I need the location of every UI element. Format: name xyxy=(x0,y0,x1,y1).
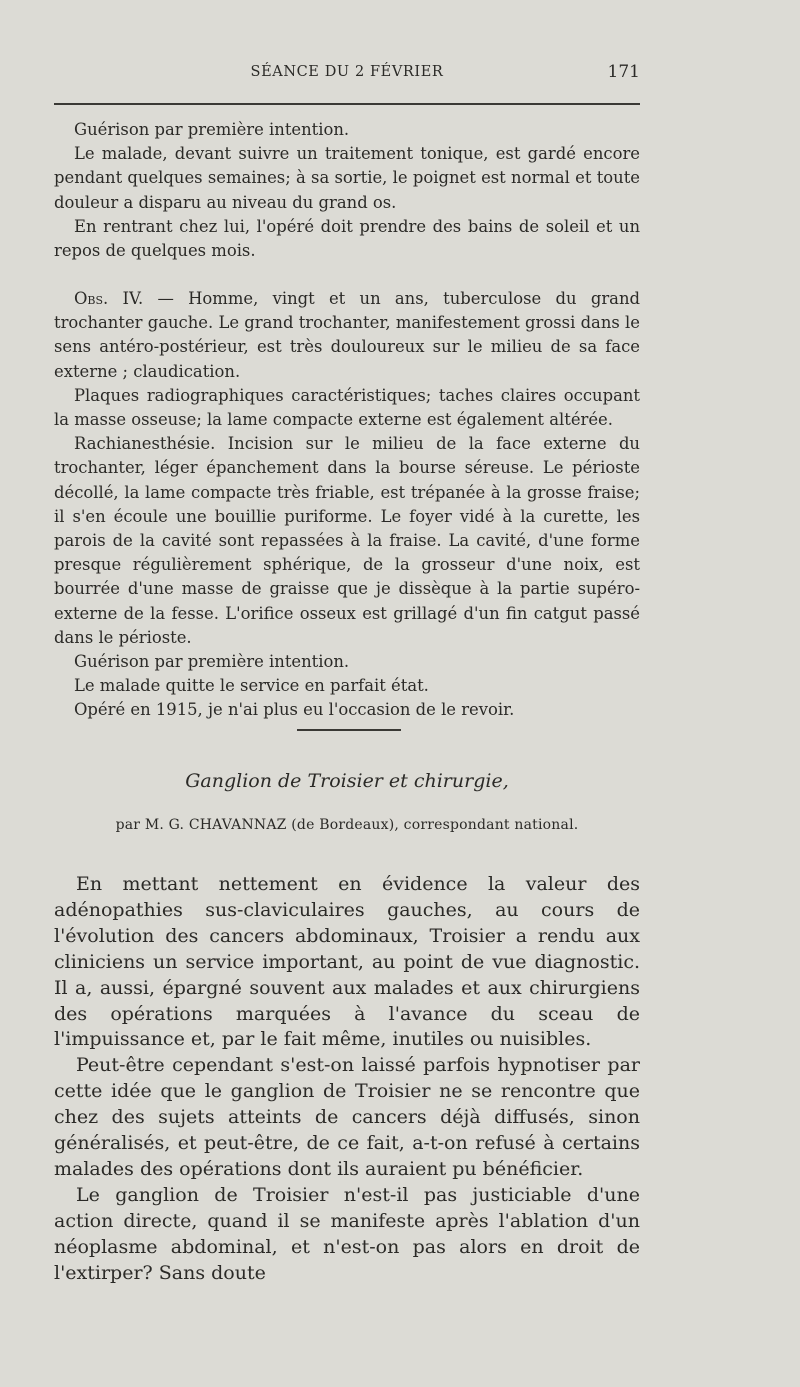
paragraph: Guérison par première intention. xyxy=(74,120,350,139)
observation-intro xyxy=(54,287,640,384)
paragraph: Le malade, devant suivre un traitement tonique, est gardé encore pendant quelques semaines; à sa sortie, le poignet est normal et toute douleur a disparu au niveau du grand os. xyxy=(54,144,640,212)
running-head: SÉANCE DU 2 FÉVRIER xyxy=(250,64,444,80)
article-byline: par M. G. CHAVANNAZ (de Bordeaux), correspondant national. xyxy=(115,817,579,833)
observation-label: Obs. IV. xyxy=(74,289,144,308)
article-body xyxy=(54,872,640,1287)
article-title: Ganglion de Troisier et chirurgie, xyxy=(185,770,509,792)
paragraph: Guérison par première intention. xyxy=(74,652,350,672)
page-header xyxy=(54,62,640,86)
observation-iv xyxy=(54,287,640,723)
paragraph: En rentrant chez lui, l'opéré doit prendre des bains de soleil et un repos de quelques mois. xyxy=(54,216,640,261)
paragraph: Le malade quitte le service en parfait état. xyxy=(74,676,429,696)
paragraph: Le ganglion de Troisier n'est-il pas justiciable d'une action directe, quand il se manifeste après l'ablation d'un néoplasme abdominal, et n'est-on pas alors en droit de l'extirper? Sans doute xyxy=(54,1183,640,1284)
observation-intro-text: — Homme, vingt et un ans, tuberculose du grand trochanter gauche. Le grand trochanter, manifestement grossi dans le sens antéro-postérieur, est très douloureux sur le milieu de sa face externe ; claudication. xyxy=(54,289,640,381)
header-rule xyxy=(54,103,640,105)
paragraph: Plaques radiographiques caractéristiques; taches claires occupant la masse osseuse; la lame compacte externe est également altérée. xyxy=(54,385,640,430)
page-number: 171 xyxy=(607,62,640,82)
paragraph: Rachianesthésie. Incision sur le milieu de la face externe du trochanter, léger épanchement dans la bourse séreuse. Le périoste décollé, la lame compacte très friable, est trépanée à la grosse fraise; il s'en écoule une bouillie puriforme. Le foyer vidé à la curette, les parois de la cavité sont repassées à la fraise. La cavité, d'une forme presque régulièrement sphérique, de la grosseur d'une noix, est bourrée d'une masse de graisse que je dissèque à la partie supéro-externe de la fesse. L'orifice osseux est grillagé d'un fin catgut passé dans le périoste. xyxy=(54,434,640,647)
paragraph: Peut-être cependant s'est-on laissé parfois hypnotiser par cette idée que le ganglion de Troisier ne se rencontre que chez des sujets atteints de cancers déjà diffusés, sinon généralisés, et peut-être, de ce fait, a-t-on refusé à certains malades des opérations dont ils auraient pu bénéficier. xyxy=(54,1054,640,1180)
paragraph: Opéré en 1915, je n'ai plus eu l'occasion de le revoir. xyxy=(74,700,515,720)
section-separator xyxy=(297,729,401,731)
case-conclusion xyxy=(54,118,640,263)
paragraph: En mettant nettement en évidence la valeur des adénopathies sus-claviculaires gauches, au cours de l'évolution des cancers abdominaux, Troisier a rendu aux cliniciens un service important, au point de vue diagnostic. Il a, aussi, épargné souvent aux malades et aux chirurgiens des opérations marquées à l'avance du sceau de l'impuissance et, par le fait même, inutiles ou nuisibles. xyxy=(54,873,640,1051)
